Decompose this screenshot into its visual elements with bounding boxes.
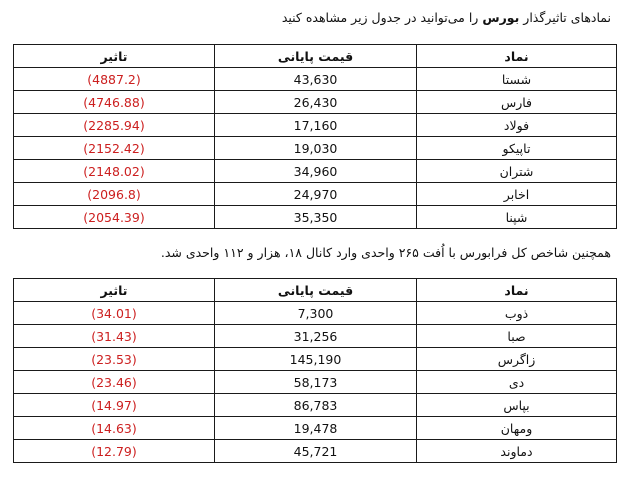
cell-symbol: شپنا: [417, 206, 617, 229]
cell-symbol: دی: [417, 371, 617, 394]
table-row: [14, 183, 617, 206]
header-price: قیمت پایانی: [215, 279, 417, 302]
cell-symbol: زاگرس: [417, 348, 617, 371]
intro-after: را می‌توانید در جدول زیر مشاهده کنید: [281, 10, 479, 25]
cell-price: 24,970: [215, 183, 417, 206]
cell-price: 86,783: [215, 394, 417, 417]
intro-before: نمادهای تاثیرگذار: [523, 10, 611, 25]
table-row: [14, 371, 617, 394]
table-row: [14, 91, 617, 114]
cell-impact: (2148.02): [14, 160, 215, 183]
cell-symbol: شتران: [417, 160, 617, 183]
cell-impact: (2054.39): [14, 206, 215, 229]
table-row: [14, 160, 617, 183]
cell-symbol: تاپیکو: [417, 137, 617, 160]
cell-impact: (14.97): [14, 394, 215, 417]
table-header-row: [14, 45, 617, 68]
cell-price: 35,350: [215, 206, 417, 229]
cell-impact: (4746.88): [14, 91, 215, 114]
cell-price: 7,300: [215, 302, 417, 325]
farabourse-summary-text: همچنین شاخص کل فرابورس با اُفت ۲۶۵ واحدی وارد کانال ۱۸، هزار و ۱۱۲ واحدی شد.: [160, 245, 611, 260]
table-row: [14, 348, 617, 371]
cell-impact: (14.63): [14, 417, 215, 440]
cell-price: 31,256: [215, 325, 417, 348]
farabourse-impact-table: [13, 278, 617, 463]
header-symbol: نماد: [417, 45, 617, 68]
cell-price: 34,960: [215, 160, 417, 183]
table-row: [14, 417, 617, 440]
cell-price: 19,478: [215, 417, 417, 440]
table-row: [14, 302, 617, 325]
cell-impact: (2152.42): [14, 137, 215, 160]
cell-symbol: فولاد: [417, 114, 617, 137]
table-row: [14, 440, 617, 463]
table-row: [14, 68, 617, 91]
header-price: قیمت پایانی: [215, 45, 417, 68]
table-row: [14, 137, 617, 160]
cell-impact: (23.46): [14, 371, 215, 394]
table-header-row: [14, 279, 617, 302]
cell-impact: (2285.94): [14, 114, 215, 137]
cell-symbol: ذوب: [417, 302, 617, 325]
cell-symbol: صبا: [417, 325, 617, 348]
cell-price: 26,430: [215, 91, 417, 114]
intro-bold-word: بورس: [482, 10, 520, 25]
header-impact: تاثیر: [14, 279, 215, 302]
table-row: [14, 394, 617, 417]
cell-symbol: فارس: [417, 91, 617, 114]
cell-symbol: شستا: [417, 68, 617, 91]
cell-price: 145,190: [215, 348, 417, 371]
header-impact: تاثیر: [14, 45, 215, 68]
header-symbol: نماد: [417, 279, 617, 302]
cell-impact: (34.01): [14, 302, 215, 325]
table-row: [14, 206, 617, 229]
cell-price: 58,173: [215, 371, 417, 394]
cell-symbol: ومهان: [417, 417, 617, 440]
cell-impact: (23.53): [14, 348, 215, 371]
cell-impact: (31.43): [14, 325, 215, 348]
cell-price: 19,030: [215, 137, 417, 160]
cell-impact: (4887.2): [14, 68, 215, 91]
table-row: [14, 325, 617, 348]
cell-price: 43,630: [215, 68, 417, 91]
cell-price: 17,160: [215, 114, 417, 137]
cell-symbol: دماوند: [417, 440, 617, 463]
bourse-impact-table: [13, 44, 617, 229]
cell-price: 45,721: [215, 440, 417, 463]
intro-text: [11, 7, 611, 29]
cell-symbol: بپاس: [417, 394, 617, 417]
cell-impact: (2096.8): [14, 183, 215, 206]
table-row: [14, 114, 617, 137]
cell-symbol: اخابر: [417, 183, 617, 206]
cell-impact: (12.79): [14, 440, 215, 463]
